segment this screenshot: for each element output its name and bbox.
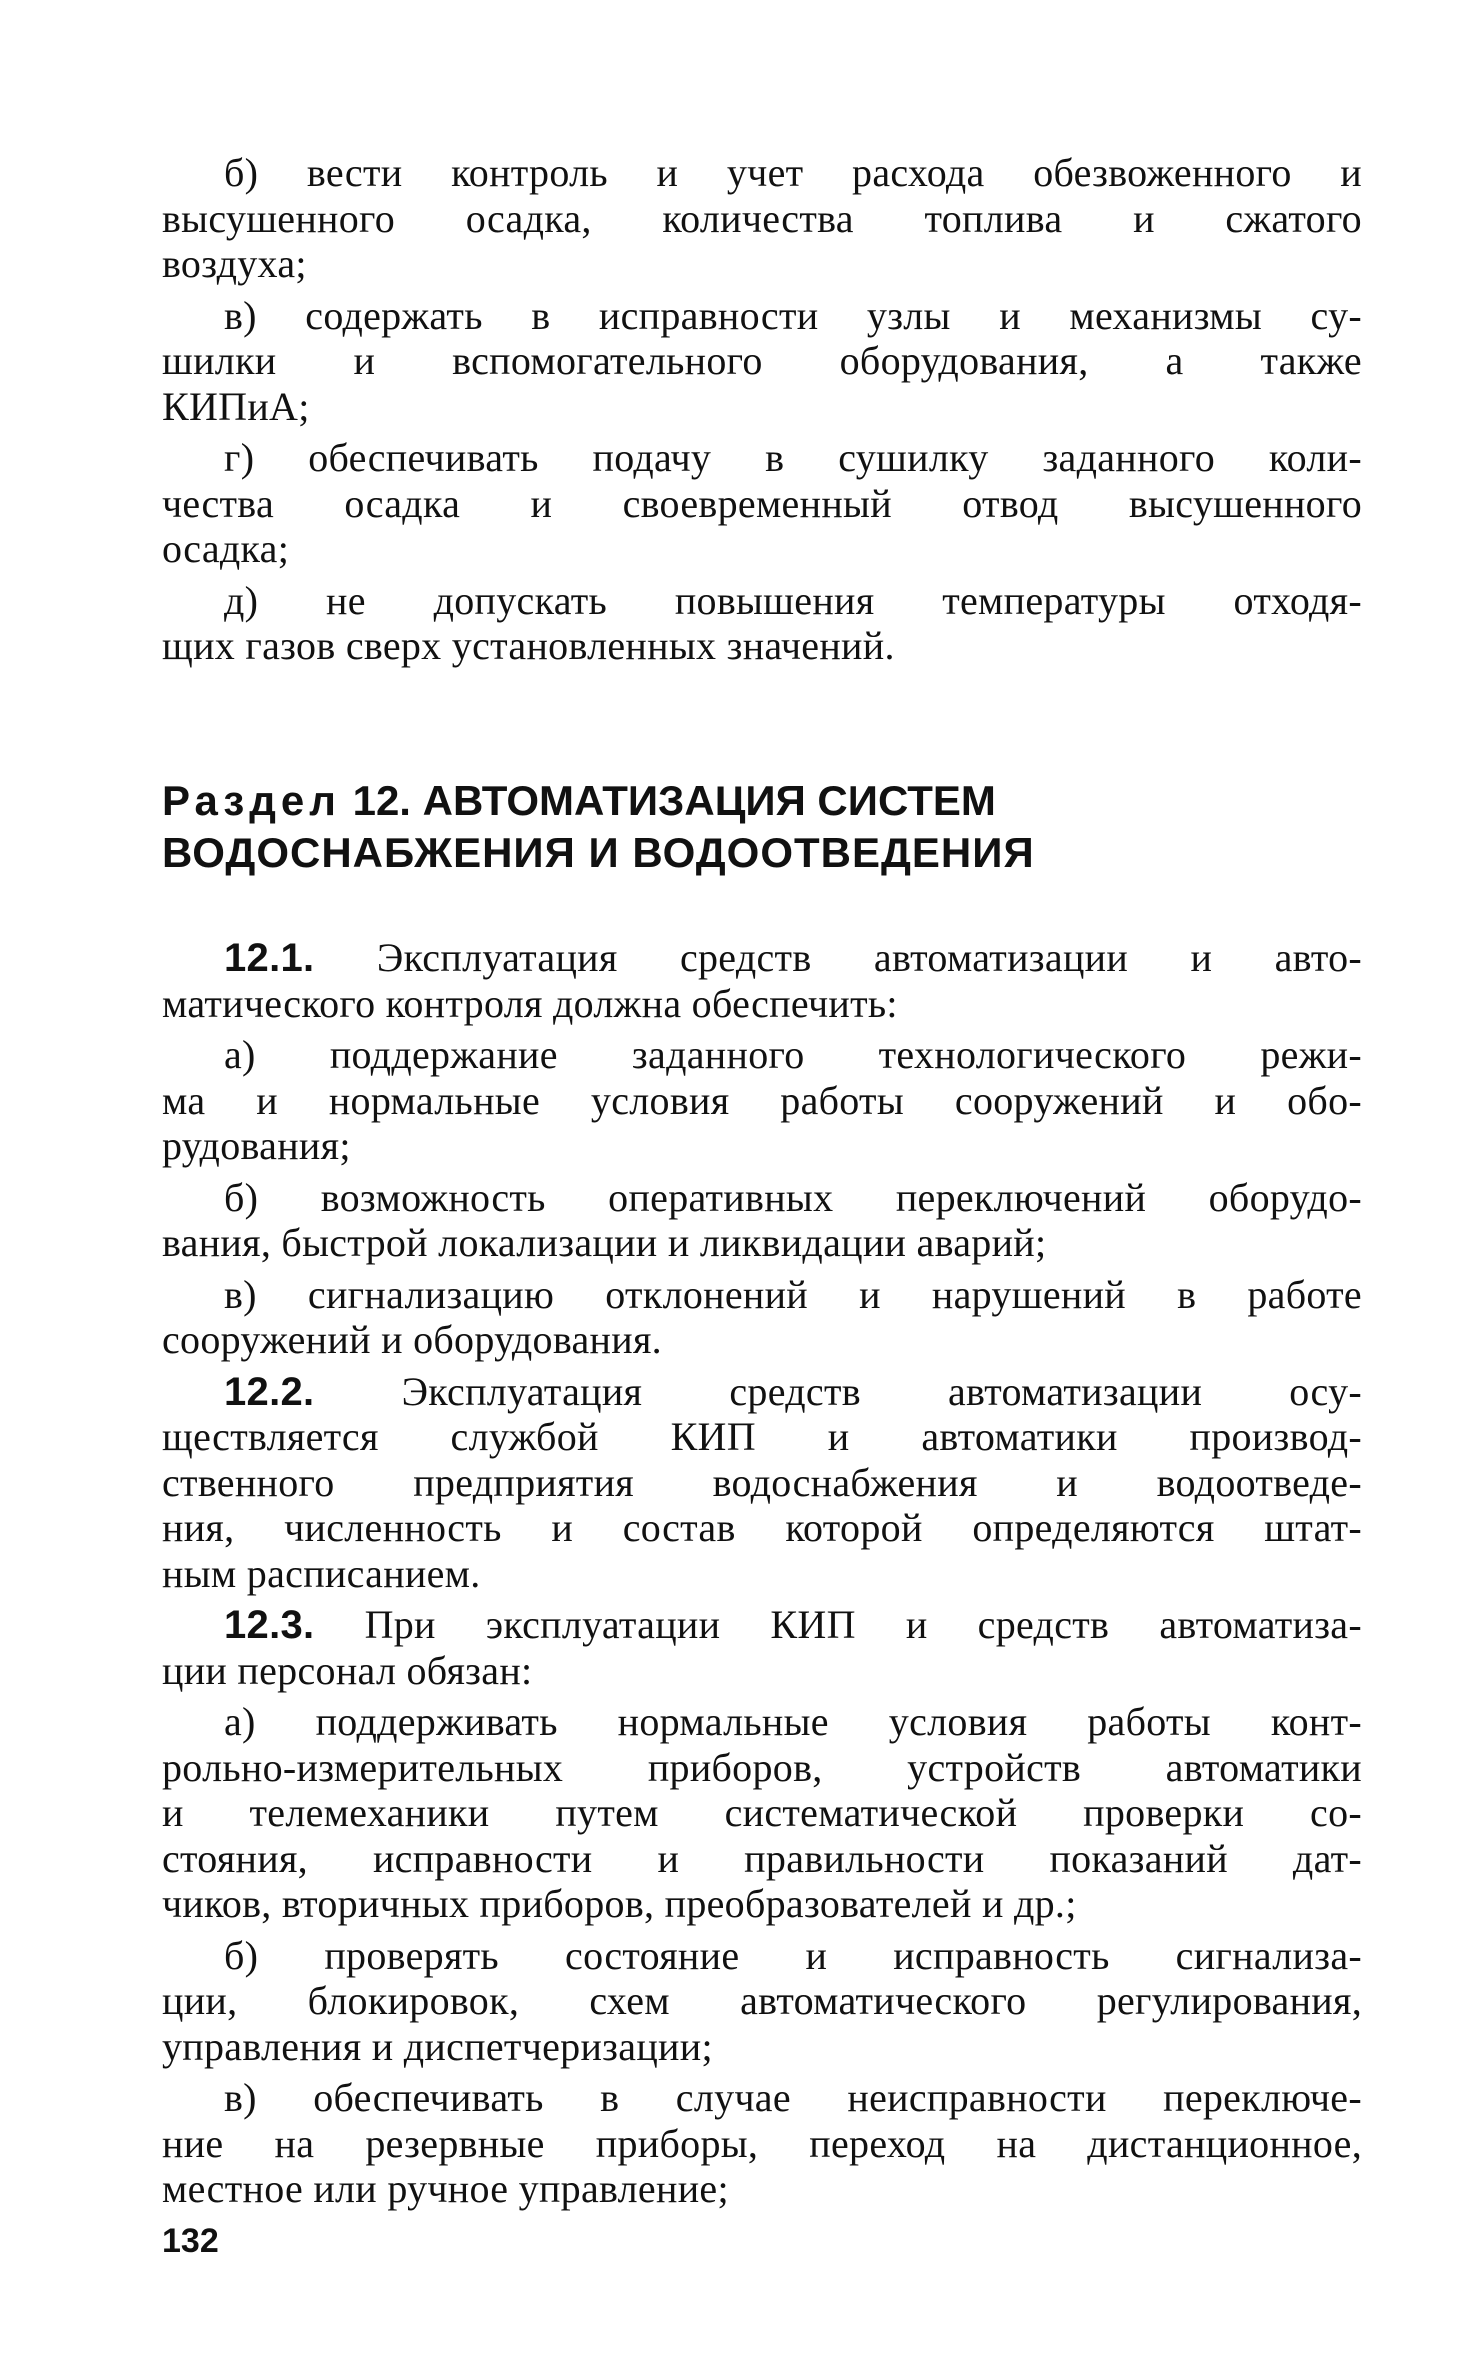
- text-line: а) поддерживать нормальные условия работы конт-: [224, 1699, 1362, 1744]
- text-line: в) сигнализацию отклонений и нарушений в работе: [224, 1271, 1362, 1317]
- text-line: а) поддержание заданного технологического режи-: [224, 1032, 1362, 1077]
- clause-text: Эксплуатация средств автоматизации и авто-: [314, 935, 1362, 980]
- text-line: ным расписанием.: [162, 1550, 481, 1596]
- clause-number: 12.2.: [224, 1369, 315, 1414]
- text-line: шилки и вспомогательного оборудования, а также: [162, 338, 1362, 383]
- text-line: чиков, вторичных приборов, преобразователей и др.;: [162, 1881, 1077, 1926]
- section-heading: [162, 775, 1362, 879]
- top-list: [162, 150, 1362, 675]
- list-item-g: [162, 435, 1362, 572]
- text-line: щих газов сверх установленных значений.: [162, 623, 895, 668]
- clause-12-3-item-b: [162, 1933, 1362, 2070]
- clause-number: 12.3.: [224, 1603, 315, 1647]
- text-line: сооружений и оборудования.: [162, 1317, 662, 1362]
- clause-12-2: [162, 1369, 1362, 1597]
- clause-12-1: [162, 935, 1362, 1026]
- text-line: ственного предприятия водоснабжения и водоотведе-: [162, 1459, 1362, 1505]
- text-line: г) обеспечивать подачу в сушилку заданного коли-: [224, 435, 1362, 480]
- text-line: в) обеспечивать в случае неисправности переключе-: [224, 2075, 1362, 2120]
- text-line: чества осадка и своевременный отвод высушенного: [162, 480, 1362, 526]
- clause-number: 12.1.: [224, 936, 315, 980]
- text-line: вания, быстрой локализации и ликвидации аварий;: [162, 1220, 1047, 1265]
- clause-text: При эксплуатации КИП и средств автоматиза-: [314, 1602, 1362, 1647]
- text-line: управления и диспетчеризации;: [162, 2023, 713, 2069]
- clause-12-3: [162, 1602, 1362, 1693]
- text-line: в) содержать в исправности узлы и механизмы су-: [224, 292, 1362, 338]
- page-number: 132: [162, 2222, 219, 2260]
- text-line: ществляется службой КИП и автоматики производ-: [162, 1414, 1362, 1459]
- section-title-line-2: ВОДОСНАБЖЕНИЯ И ВОДООТВЕДЕНИЯ: [162, 829, 1035, 876]
- section-body: [162, 935, 1362, 2218]
- text-line: КИПиА;: [162, 383, 310, 429]
- text-line: б) вести контроль и учет расхода обезвоженного и: [224, 150, 1362, 195]
- list-item-v: [162, 293, 1362, 430]
- clause-text: Эксплуатация средств автоматизации осу-: [314, 1368, 1362, 1414]
- text-line: высушенного осадка, количества топлива и сжатого: [162, 195, 1362, 241]
- text-line: [162, 935, 1362, 981]
- text-line: [162, 1369, 1362, 1415]
- text-line: воздуха;: [162, 241, 307, 286]
- section-title-line-1: 12. АВТОМАТИЗАЦИЯ СИСТЕМ: [352, 777, 996, 824]
- clause-12-3-item-v: [162, 2075, 1362, 2212]
- text-line: местное или ручное управление;: [162, 2166, 729, 2211]
- text-line: [162, 1602, 1362, 1648]
- text-line: и телемеханики путем систематической проверки со-: [162, 1790, 1362, 1835]
- section-heading-line-1: [162, 775, 1362, 827]
- text-line: стояния, исправности и правильности показаний дат-: [162, 1835, 1362, 1881]
- text-line: рудования;: [162, 1123, 351, 1168]
- text-line: б) проверять состояние и исправность сигнализа-: [224, 1932, 1362, 1978]
- text-line: рольно-измерительных приборов, устройств автоматики: [162, 1744, 1362, 1790]
- text-line: ние на резервные приборы, переход на дистанционное,: [162, 2120, 1362, 2166]
- clause-12-1-item-b: [162, 1175, 1362, 1266]
- list-item-d: [162, 578, 1362, 669]
- text-line: матического контроля должна обеспечить:: [162, 980, 898, 1026]
- text-line: ции, блокировок, схем автоматического регулирования,: [162, 1978, 1362, 2023]
- section-word: Раздел: [162, 777, 341, 824]
- text-line: ции персонал обязан:: [162, 1647, 533, 1693]
- text-line: ма и нормальные условия работы сооружений и обо-: [162, 1077, 1362, 1123]
- clause-12-1-item-a: [162, 1032, 1362, 1169]
- text-line: д) не допускать повышения температуры отходя-: [224, 577, 1362, 623]
- clause-12-3-item-a: [162, 1699, 1362, 1927]
- text-line: ния, численность и состав которой определяются штат-: [162, 1505, 1362, 1550]
- clause-12-1-item-v: [162, 1272, 1362, 1363]
- text-line: осадка;: [162, 526, 290, 571]
- text-line: б) возможность оперативных переключений оборудо-: [224, 1174, 1362, 1220]
- list-item-b: [162, 150, 1362, 287]
